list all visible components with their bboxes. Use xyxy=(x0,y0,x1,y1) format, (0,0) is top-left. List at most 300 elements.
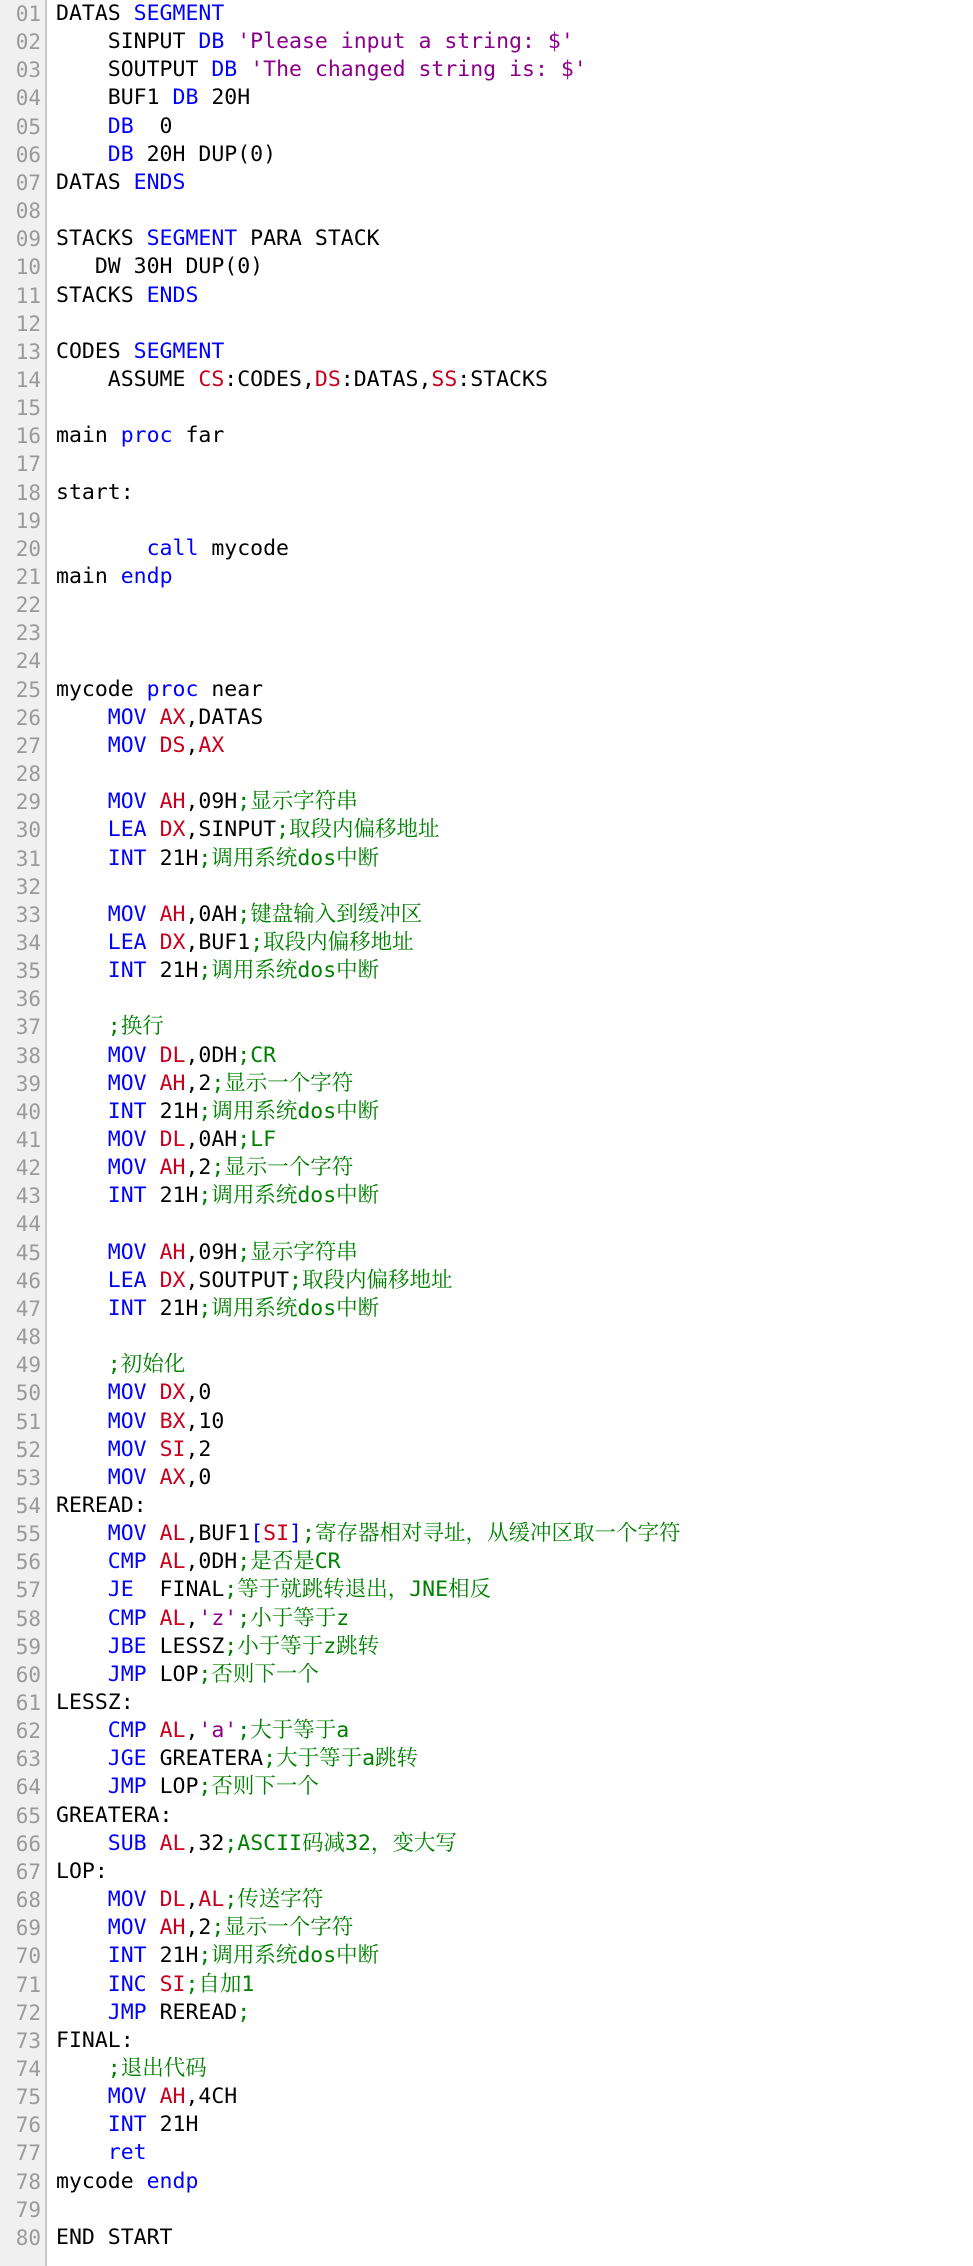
line-number: 18 xyxy=(15,480,41,505)
code-line[interactable] xyxy=(0,422,973,450)
keyword-token: DB xyxy=(172,85,199,111)
comment-text: ;换行 xyxy=(107,1014,164,1040)
comment-text: ;显示字符串 xyxy=(237,789,358,815)
line-number: 54 xyxy=(15,1493,41,1518)
code-line[interactable] xyxy=(0,507,973,535)
code-text: mycode xyxy=(56,2168,147,2194)
code-content xyxy=(56,929,414,957)
code-content xyxy=(56,1126,276,1154)
line-number: 08 xyxy=(15,199,41,224)
register-token: AL xyxy=(159,1605,186,1631)
comment-text: ;否则下一个 xyxy=(198,1661,319,1687)
code-line[interactable] xyxy=(0,816,973,844)
code-text: ,32 xyxy=(185,1830,225,1856)
code-text xyxy=(56,1521,108,1546)
code-text xyxy=(56,1549,108,1574)
code-line[interactable] xyxy=(0,1942,973,1970)
line-number: 64 xyxy=(15,1775,41,1800)
line-number: 62 xyxy=(15,1719,41,1744)
code-text xyxy=(56,2112,108,2137)
code-text xyxy=(56,1887,108,1912)
code-text xyxy=(147,1549,160,1574)
code-line[interactable] xyxy=(0,1210,973,1238)
code-text: ,DATAS xyxy=(185,704,264,730)
code-text: :STACKS xyxy=(457,366,548,392)
code-line[interactable] xyxy=(0,957,973,985)
line-number: 59 xyxy=(15,1634,41,1659)
code-content xyxy=(56,1605,349,1633)
keyword-token: INT xyxy=(107,845,147,871)
keyword-token: proc xyxy=(120,423,173,449)
code-content xyxy=(56,479,134,507)
code-text xyxy=(56,1099,108,1124)
keyword-token: ENDS xyxy=(146,282,199,308)
code-text xyxy=(147,902,160,927)
code-content xyxy=(56,1098,379,1126)
code-line[interactable] xyxy=(0,338,973,366)
line-number: 37 xyxy=(15,1015,41,1040)
code-line[interactable] xyxy=(0,366,973,394)
code-text: ,0 xyxy=(185,1380,212,1406)
code-content xyxy=(56,169,185,197)
code-line[interactable] xyxy=(0,450,973,478)
code-text: 20H DUP(0) xyxy=(133,141,277,167)
code-text xyxy=(56,1943,108,1968)
code-line[interactable] xyxy=(0,1042,973,1070)
code-line[interactable] xyxy=(0,760,973,788)
code-content xyxy=(56,1042,276,1070)
code-text: ,2 xyxy=(185,1915,212,1941)
code-content xyxy=(56,113,173,141)
register-token: AH xyxy=(159,2084,186,2110)
code-line[interactable] xyxy=(0,929,973,957)
keyword-token: ENDS xyxy=(133,169,186,195)
line-number: 41 xyxy=(15,1128,41,1152)
code-line[interactable] xyxy=(0,676,973,704)
code-text: BUF1 xyxy=(56,85,173,111)
code-content xyxy=(56,225,380,253)
comment-text: ;调用系统dos中断 xyxy=(198,845,380,871)
keyword-token: JMP xyxy=(107,1999,147,2025)
code-text: DATAS xyxy=(56,1,134,26)
code-line[interactable] xyxy=(0,985,973,1013)
line-number: 30 xyxy=(15,818,41,843)
keyword-token: MOV xyxy=(107,901,147,927)
line-number: 12 xyxy=(15,311,41,336)
string-literal: 'a' xyxy=(198,1718,238,1744)
comment-text: ; xyxy=(237,1999,251,2025)
code-text: ,0AH xyxy=(185,1127,238,1152)
code-line[interactable] xyxy=(0,2139,973,2167)
code-line[interactable] xyxy=(0,56,973,84)
code-line[interactable] xyxy=(0,1689,973,1717)
code-line[interactable] xyxy=(0,1999,973,2027)
code-text xyxy=(56,846,108,871)
code-text xyxy=(56,1718,108,1743)
code-line[interactable] xyxy=(0,1802,973,1830)
line-number: 47 xyxy=(15,1296,41,1321)
code-line[interactable] xyxy=(0,1267,973,1295)
code-content xyxy=(56,422,224,450)
code-line[interactable] xyxy=(0,1323,973,1351)
code-line[interactable] xyxy=(0,1520,973,1548)
code-content xyxy=(56,563,173,591)
code-line[interactable] xyxy=(0,1886,973,1914)
line-number: 16 xyxy=(15,424,41,449)
code-text xyxy=(147,1606,160,1631)
code-text: main xyxy=(56,423,121,449)
line-number: 15 xyxy=(15,396,41,421)
code-text: ,0 xyxy=(185,1464,212,1490)
code-line[interactable] xyxy=(0,1126,973,1154)
code-text xyxy=(147,1718,160,1743)
code-text: ASSUME xyxy=(56,366,199,392)
code-text xyxy=(56,958,108,983)
code-content xyxy=(56,1661,319,1689)
code-content xyxy=(56,1633,379,1661)
code-line[interactable] xyxy=(0,394,973,422)
code-text: LOP xyxy=(146,1774,199,1800)
code-text xyxy=(56,2056,108,2081)
code-text xyxy=(56,1577,108,1602)
code-line[interactable] xyxy=(0,901,973,929)
code-line[interactable] xyxy=(0,1351,973,1379)
keyword-token: JMP xyxy=(107,1661,147,1687)
comment-text: ;调用系统dos中断 xyxy=(198,1295,380,1321)
line-number: 23 xyxy=(15,621,41,646)
code-content xyxy=(56,1773,319,1801)
code-text: 21H xyxy=(146,1183,199,1209)
code-text xyxy=(147,1831,160,1856)
code-content xyxy=(56,1464,211,1492)
comment-text: ;大于等于a xyxy=(237,1718,350,1744)
code-content xyxy=(56,1689,134,1717)
code-text xyxy=(56,705,108,730)
code-line[interactable] xyxy=(0,732,973,760)
code-line[interactable] xyxy=(0,647,973,675)
register-token: AL xyxy=(159,1830,186,1856)
comment-text: ;初始化 xyxy=(107,1352,186,1378)
keyword-token: MOV xyxy=(107,732,147,758)
comment-text: ;大于等于a跳转 xyxy=(263,1746,419,1772)
code-line[interactable] xyxy=(0,0,973,28)
comment-text: ;调用系统dos中断 xyxy=(198,1098,380,1124)
keyword-token: INT xyxy=(107,1295,147,1321)
code-content xyxy=(56,1745,418,1773)
code-line[interactable] xyxy=(0,169,973,197)
code-content xyxy=(56,1520,680,1548)
code-text: STACKS xyxy=(56,226,147,252)
code-line[interactable] xyxy=(0,1633,973,1661)
code-content xyxy=(56,2027,134,2055)
code-text: LESSZ xyxy=(146,1633,225,1659)
code-line[interactable] xyxy=(0,535,973,563)
code-line[interactable] xyxy=(0,1745,973,1773)
code-line[interactable] xyxy=(0,2027,973,2055)
line-number: 24 xyxy=(15,649,41,674)
code-line[interactable] xyxy=(0,1182,973,1210)
string-literal: 'Please input a string: $' xyxy=(237,29,574,55)
code-line[interactable] xyxy=(0,1548,973,1576)
code-line[interactable] xyxy=(0,1914,973,1942)
comment-text: ;小于等于z xyxy=(237,1605,350,1631)
code-line[interactable] xyxy=(0,1379,973,1407)
code-line[interactable] xyxy=(0,1295,973,1323)
code-text: ,2 xyxy=(185,1155,212,1181)
code-text: ,BUF1 xyxy=(185,929,251,955)
register-token: BX xyxy=(159,1408,186,1434)
code-content xyxy=(56,1830,457,1858)
register-token: DL xyxy=(159,1042,186,1068)
code-text xyxy=(56,1127,108,1152)
code-text: SOUTPUT xyxy=(56,57,212,83)
code-line[interactable] xyxy=(0,591,973,619)
code-content xyxy=(56,1239,358,1267)
code-line[interactable] xyxy=(0,2055,973,2083)
keyword-token: JGE xyxy=(107,1746,147,1772)
line-number: 71 xyxy=(15,1972,41,1997)
line-number: 66 xyxy=(15,1831,41,1856)
code-line[interactable] xyxy=(0,873,973,901)
code-line[interactable] xyxy=(0,1492,973,1520)
code-line[interactable] xyxy=(0,282,973,310)
code-line[interactable] xyxy=(0,1858,973,1886)
code-line[interactable] xyxy=(0,113,973,141)
code-text xyxy=(56,817,108,842)
code-line[interactable] xyxy=(0,619,973,647)
keyword-token: INT xyxy=(107,2112,147,2138)
comment-text: ;ASCII码减32，变大写 xyxy=(224,1830,457,1856)
keyword-token: MOV xyxy=(107,1380,147,1406)
code-text: ,0DH xyxy=(185,1549,238,1575)
code-text xyxy=(147,1409,160,1434)
keyword-token: MOV xyxy=(107,1408,147,1434)
code-text xyxy=(56,142,108,167)
code-text xyxy=(56,733,108,758)
code-line[interactable] xyxy=(0,1408,973,1436)
code-text: ,10 xyxy=(185,1408,225,1434)
comment-text: ;传送字符 xyxy=(224,1887,324,1913)
comment-text: ;否则下一个 xyxy=(198,1774,319,1800)
code-text xyxy=(147,1268,160,1293)
register-token: AH xyxy=(159,1070,186,1096)
keyword-token: ret xyxy=(107,2140,147,2166)
code-line[interactable] xyxy=(0,1098,973,1126)
keyword-token: proc xyxy=(146,676,199,702)
line-number: 39 xyxy=(15,1071,41,1096)
register-token: DX xyxy=(159,929,186,955)
keyword-token: endp xyxy=(120,564,173,589)
code-text xyxy=(147,1972,160,1997)
code-content xyxy=(56,1408,224,1436)
code-text: ,SINPUT xyxy=(185,817,277,843)
code-line[interactable] xyxy=(0,845,973,873)
line-number: 33 xyxy=(15,902,41,927)
code-content xyxy=(56,788,358,816)
code-line[interactable] xyxy=(0,1154,973,1182)
code-line[interactable] xyxy=(0,253,973,281)
code-text xyxy=(147,1071,160,1096)
code-line[interactable] xyxy=(0,1464,973,1492)
keyword-token: [ xyxy=(250,1521,264,1547)
code-text xyxy=(56,1409,108,1434)
keyword-token: INC xyxy=(107,1971,147,1997)
keyword-token: MOV xyxy=(107,1436,147,1462)
keyword-token: MOV xyxy=(107,1464,147,1490)
code-text: LOP xyxy=(146,1661,199,1687)
register-token: DX xyxy=(159,1267,186,1293)
code-line[interactable] xyxy=(0,310,973,338)
code-line[interactable] xyxy=(0,2168,973,2196)
code-line[interactable] xyxy=(0,84,973,112)
line-number: 09 xyxy=(15,227,41,252)
code-line[interactable] xyxy=(0,2224,973,2252)
keyword-token: CMP xyxy=(107,1718,147,1744)
code-line[interactable] xyxy=(0,141,973,169)
line-number: 01 xyxy=(15,2,41,26)
code-line[interactable] xyxy=(0,704,973,732)
code-text: DATAS xyxy=(56,169,134,195)
code-text: 21H xyxy=(146,1098,199,1124)
line-number: 58 xyxy=(15,1606,41,1631)
code-line[interactable] xyxy=(0,1239,973,1267)
code-line[interactable] xyxy=(0,563,973,591)
code-text: mycode xyxy=(56,676,147,702)
register-token: AH xyxy=(159,1239,186,1265)
code-text xyxy=(56,1352,108,1377)
code-text xyxy=(56,1296,108,1321)
line-number: 70 xyxy=(15,1944,41,1969)
code-text xyxy=(56,902,108,927)
code-text: GREATERA: xyxy=(56,1802,173,1828)
line-number: 27 xyxy=(15,733,41,758)
code-text: 21H xyxy=(146,2112,199,2138)
keyword-token: MOV xyxy=(107,1042,147,1068)
line-number: 73 xyxy=(15,2028,41,2053)
code-text xyxy=(147,1465,160,1490)
code-text xyxy=(147,930,160,955)
code-content xyxy=(56,1576,491,1604)
line-number: 52 xyxy=(15,1437,41,1462)
code-content xyxy=(56,1295,379,1323)
code-text xyxy=(147,1437,160,1462)
code-line[interactable] xyxy=(0,1661,973,1689)
code-line[interactable] xyxy=(0,197,973,225)
code-line[interactable] xyxy=(0,1070,973,1098)
code-content xyxy=(56,1013,164,1041)
register-token: SI xyxy=(159,1971,186,1997)
code-content xyxy=(56,338,224,366)
code-line[interactable] xyxy=(0,1013,973,1041)
code-line[interactable] xyxy=(0,479,973,507)
keyword-token: MOV xyxy=(107,704,147,730)
keyword-token: MOV xyxy=(107,1521,147,1547)
code-text: REREAD: xyxy=(56,1492,147,1518)
code-line[interactable] xyxy=(0,2111,973,2139)
register-token: DL xyxy=(159,1127,186,1152)
line-number: 80 xyxy=(15,2225,41,2250)
line-number: 13 xyxy=(15,339,41,364)
register-token: DS xyxy=(159,732,186,758)
keyword-token: SEGMENT xyxy=(133,1,225,26)
register-token: SI xyxy=(159,1436,186,1462)
code-line[interactable] xyxy=(0,1830,973,1858)
keyword-token: JE xyxy=(107,1577,134,1603)
line-number: 32 xyxy=(15,874,41,899)
code-text: start: xyxy=(56,479,134,505)
code-line[interactable] xyxy=(0,1436,973,1464)
comment-text: ;等于就跳转退出，JNE相反 xyxy=(224,1577,492,1603)
string-literal: 'The changed string is: $' xyxy=(250,57,587,83)
code-text xyxy=(147,1887,160,1912)
line-number: 55 xyxy=(15,1522,41,1547)
keyword-token: JBE xyxy=(107,1633,147,1659)
line-number: 17 xyxy=(15,452,41,477)
line-number: 48 xyxy=(15,1325,41,1350)
line-number: 29 xyxy=(15,790,41,815)
comment-text: ;寄存器相对寻址，从缓冲区取一个字符 xyxy=(302,1521,681,1547)
keyword-token: JMP xyxy=(107,1774,147,1800)
line-number: 38 xyxy=(15,1043,41,1068)
code-content xyxy=(56,1351,185,1379)
code-line[interactable] xyxy=(0,1971,973,1999)
line-number: 03 xyxy=(15,58,41,83)
code-content xyxy=(56,1999,250,2027)
code-content xyxy=(56,84,250,112)
keyword-token: DB xyxy=(107,141,134,167)
keyword-token: LEA xyxy=(107,1267,147,1293)
keyword-token: MOV xyxy=(107,1155,147,1181)
code-content xyxy=(56,2055,207,2083)
code-text: STACKS xyxy=(56,282,147,308)
code-text xyxy=(147,733,160,758)
register-token: DX xyxy=(159,817,186,843)
code-line[interactable] xyxy=(0,1773,973,1801)
code-line[interactable] xyxy=(0,2196,973,2224)
register-token: DL xyxy=(159,1887,186,1913)
code-text xyxy=(56,1465,108,1490)
line-number: 72 xyxy=(15,2000,41,2025)
register-token: AL xyxy=(159,1718,186,1744)
register-token: AH xyxy=(159,789,186,815)
code-content xyxy=(56,1436,211,1464)
register-token: AX xyxy=(159,1464,186,1490)
code-text: 21H xyxy=(146,845,199,871)
code-text: ,0DH xyxy=(185,1042,238,1068)
comment-text: ;退出代码 xyxy=(107,2055,207,2081)
code-text xyxy=(56,1071,108,1096)
code-content xyxy=(56,1492,147,1520)
code-line[interactable] xyxy=(0,788,973,816)
keyword-token: SUB xyxy=(107,1830,147,1856)
keyword-token: DB xyxy=(198,29,225,55)
comment-text: ;小于等于z跳转 xyxy=(224,1633,380,1659)
line-number: 40 xyxy=(15,1099,41,1124)
code-line[interactable] xyxy=(0,2083,973,2111)
line-number: 53 xyxy=(15,1465,41,1490)
code-text xyxy=(147,1127,160,1152)
code-line[interactable] xyxy=(0,1576,973,1604)
code-line[interactable] xyxy=(0,1605,973,1633)
code-text: ,SOUTPUT xyxy=(185,1267,290,1293)
code-content xyxy=(56,676,263,704)
code-line[interactable] xyxy=(0,225,973,253)
code-content xyxy=(56,1267,452,1295)
code-line[interactable] xyxy=(0,1717,973,1745)
code-line[interactable] xyxy=(0,28,973,56)
register-token: AL xyxy=(159,1521,186,1547)
register-token: AX xyxy=(198,732,225,758)
